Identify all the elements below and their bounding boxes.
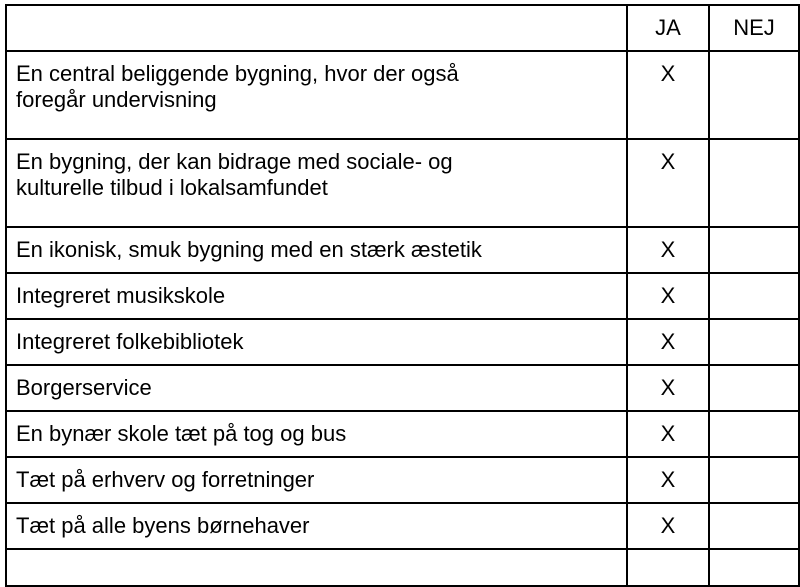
nej-mark-cell	[709, 273, 799, 319]
row-label-line: En bynær skole tæt på tog og bus	[16, 421, 347, 446]
row-label-cell	[6, 457, 627, 503]
ja-mark-cell: X	[627, 139, 709, 227]
nej-mark-cell	[709, 51, 799, 139]
table-row	[6, 319, 799, 365]
row-label-cell	[6, 139, 627, 227]
empty-cell	[627, 549, 709, 586]
row-label-line: Borgerservice	[16, 375, 152, 400]
table-header-row	[6, 5, 799, 51]
row-label-line: Tæt på alle byens børnehaver	[16, 513, 310, 538]
ja-mark-cell: X	[627, 319, 709, 365]
row-label-cell	[6, 51, 627, 139]
ja-mark-cell: X	[627, 227, 709, 273]
nej-mark-cell	[709, 365, 799, 411]
nej-mark-cell	[709, 319, 799, 365]
header-nej-cell: NEJ	[709, 5, 799, 51]
row-label-line: En bygning, der kan bidrage med sociale- og	[16, 149, 453, 174]
row-label-line: Integreret musikskole	[16, 283, 226, 308]
nej-mark-cell	[709, 227, 799, 273]
nej-mark-cell	[709, 503, 799, 549]
nej-mark-cell	[709, 411, 799, 457]
row-label-line: Tæt på erhverv og forretninger	[16, 467, 315, 492]
nej-mark-cell	[709, 457, 799, 503]
empty-cell	[709, 549, 799, 586]
table-row	[6, 457, 799, 503]
empty-cell	[6, 549, 627, 586]
row-label-cell	[6, 365, 627, 411]
table-row	[6, 139, 799, 227]
row-label-line: foregår undervisning	[16, 87, 217, 112]
table-row-cutoff	[6, 549, 799, 586]
ja-mark-cell: X	[627, 411, 709, 457]
table-row	[6, 365, 799, 411]
table-row	[6, 227, 799, 273]
ja-mark-cell: X	[627, 51, 709, 139]
header-ja-cell: JA	[627, 5, 709, 51]
header-label-cell	[6, 5, 627, 51]
row-label-cell	[6, 227, 627, 273]
nej-mark-cell	[709, 139, 799, 227]
row-label-line: Integreret folkebibliotek	[16, 329, 244, 354]
ja-mark-cell: X	[627, 273, 709, 319]
row-label-cell	[6, 273, 627, 319]
row-label-cell	[6, 503, 627, 549]
row-label-cell	[6, 411, 627, 457]
row-label-line: kulturelle tilbud i lokalsamfundet	[16, 175, 328, 200]
ja-nej-checklist-table	[5, 4, 800, 587]
ja-mark-cell: X	[627, 365, 709, 411]
ja-mark-cell: X	[627, 503, 709, 549]
row-label-cell	[6, 319, 627, 365]
table-row	[6, 273, 799, 319]
row-label-line: En ikonisk, smuk bygning med en stærk æstetik	[16, 237, 482, 262]
row-label-line: En central beliggende bygning, hvor der også	[16, 61, 459, 86]
table-row	[6, 51, 799, 139]
table-row	[6, 411, 799, 457]
ja-mark-cell: X	[627, 457, 709, 503]
table-row	[6, 503, 799, 549]
